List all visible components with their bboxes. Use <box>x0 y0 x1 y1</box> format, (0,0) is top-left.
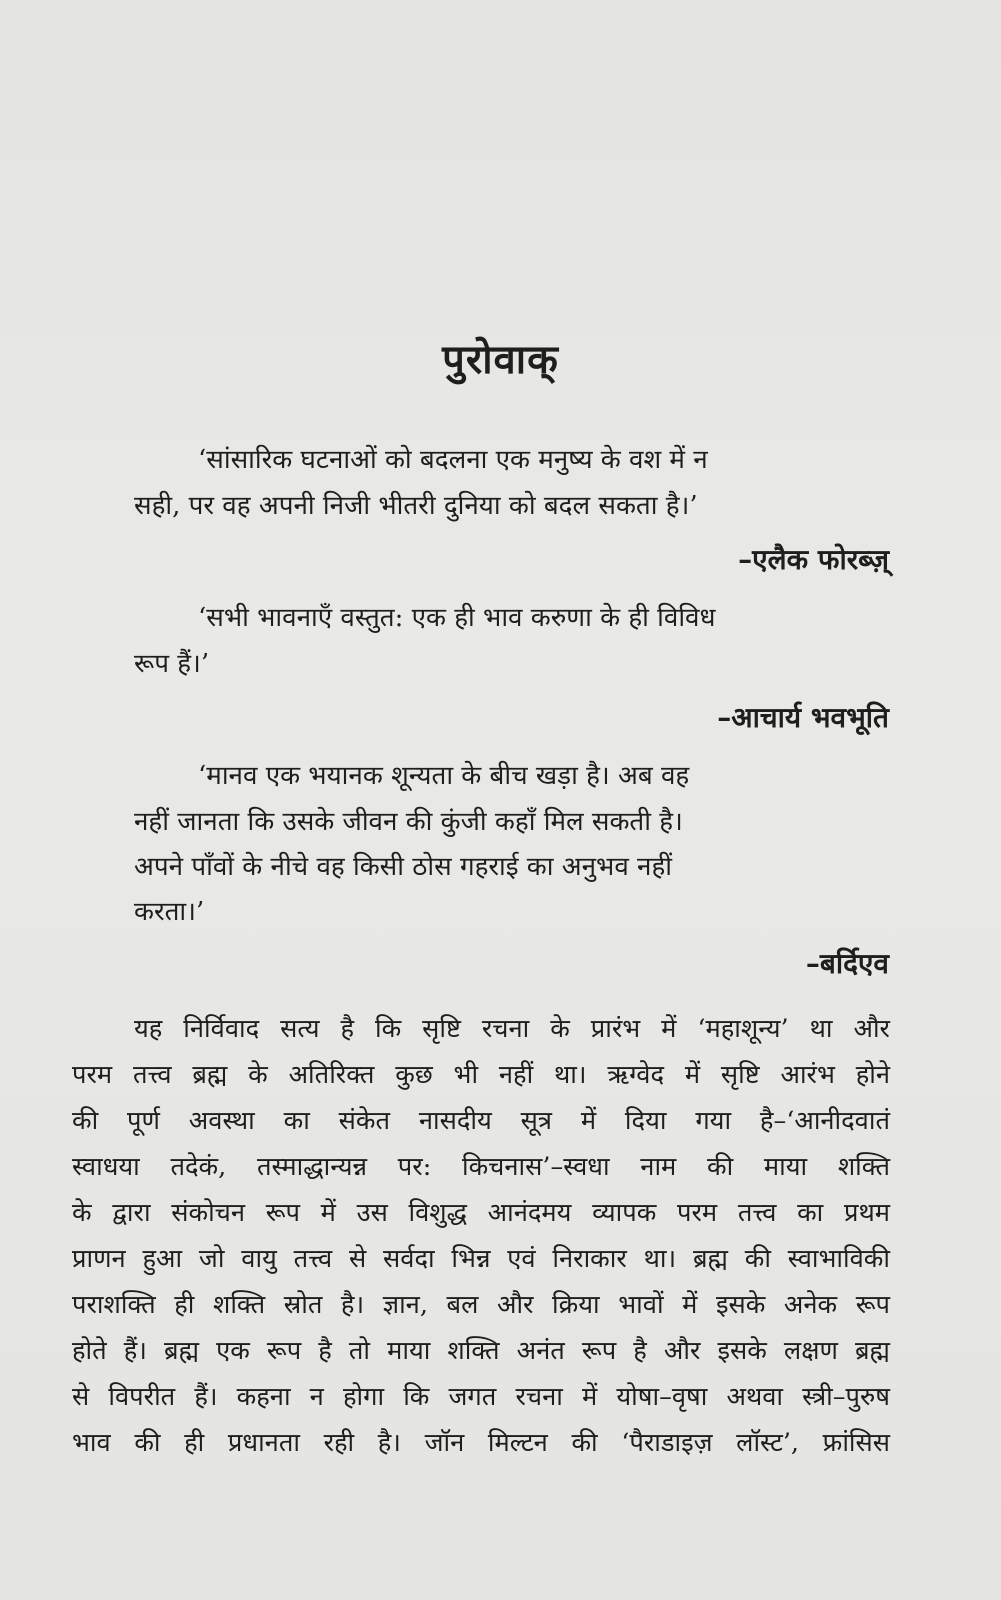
quote-3-line-2: नहीं जानता कि उसके जीवन की कुंजी कहाँ मिल सकती है। <box>134 807 683 837</box>
quote-3-line-1: ‘मानव एक भयानक शून्यता के बीच खड़ा है। अब वह <box>198 761 690 791</box>
body-line-7: पराशक्ति ही शक्ति स्रोत है। ज्ञान, बल और क्रिया भावों में इसके अनेक रूप <box>72 1290 890 1320</box>
body-line-4: स्वाधया तदेकं, तस्माद्धान्यन्न पर: किचनास’–स्वधा नाम की माया शक्ति <box>72 1152 890 1182</box>
body-line-2: परम तत्त्व ब्रह्म के अतिरिक्त कुछ भी नहीं था। ऋग्वेद में सृष्टि आरंभ होने <box>72 1060 890 1090</box>
page-title: पुरोवाक् <box>442 336 559 383</box>
quote-2-line-2: रूप हैं।’ <box>134 649 210 679</box>
quote-1-author: –एलैक फोरब्ज़् <box>738 543 889 576</box>
quote-1-line-1: ‘सांसारिक घटनाओं को बदलना एक मनुष्य के वश में न <box>198 445 708 475</box>
body-line-10: भाव की ही प्रधानता रही है। जॉन मिल्टन की ‘पैराडाइज़ लॉस्ट’, फ्रांसिस <box>72 1428 890 1458</box>
body-line-8: होते हैं। ब्रह्म एक रूप है तो माया शक्ति अनंत रूप है और इसके लक्षण ब्रह्म <box>72 1336 890 1366</box>
quote-1-line-2: सही, पर वह अपनी निजी भीतरी दुनिया को बदल सकता है।’ <box>134 491 698 521</box>
body-line-1: यह निर्विवाद सत्य है कि सृष्टि रचना के प्रारंभ में ‘महाशून्य’ था और <box>134 1014 890 1044</box>
quote-2-author: –आचार्य भवभूति <box>717 701 889 734</box>
body-line-5: के द्वारा संकोचन रूप में उस विशुद्ध आनंदमय व्यापक परम तत्त्व का प्रथम <box>72 1198 890 1228</box>
quote-3-author: –बर्दिएव <box>805 947 889 980</box>
quote-2-line-1: ‘सभी भावनाएँ वस्तुत: एक ही भाव करुणा के ही विविध <box>198 603 716 633</box>
quote-3-line-3: अपने पाँवों के नीचे वह किसी ठोस गहराई का अनुभव नहीं <box>134 852 673 882</box>
body-line-9: से विपरीत हैं। कहना न होगा कि जगत रचना में योषा–वृषा अथवा स्त्री–पुरुष <box>72 1382 890 1412</box>
quote-3-line-4: करता।’ <box>134 897 205 927</box>
body-line-6: प्राणन हुआ जो वायु तत्त्व से सर्वदा भिन्न एवं निराकार था। ब्रह्म की स्वाभाविकी <box>72 1244 890 1274</box>
body-line-3: की पूर्ण अवस्था का संकेत नासदीय सूत्र में दिया गया है–‘आनीदवातं <box>72 1106 890 1136</box>
